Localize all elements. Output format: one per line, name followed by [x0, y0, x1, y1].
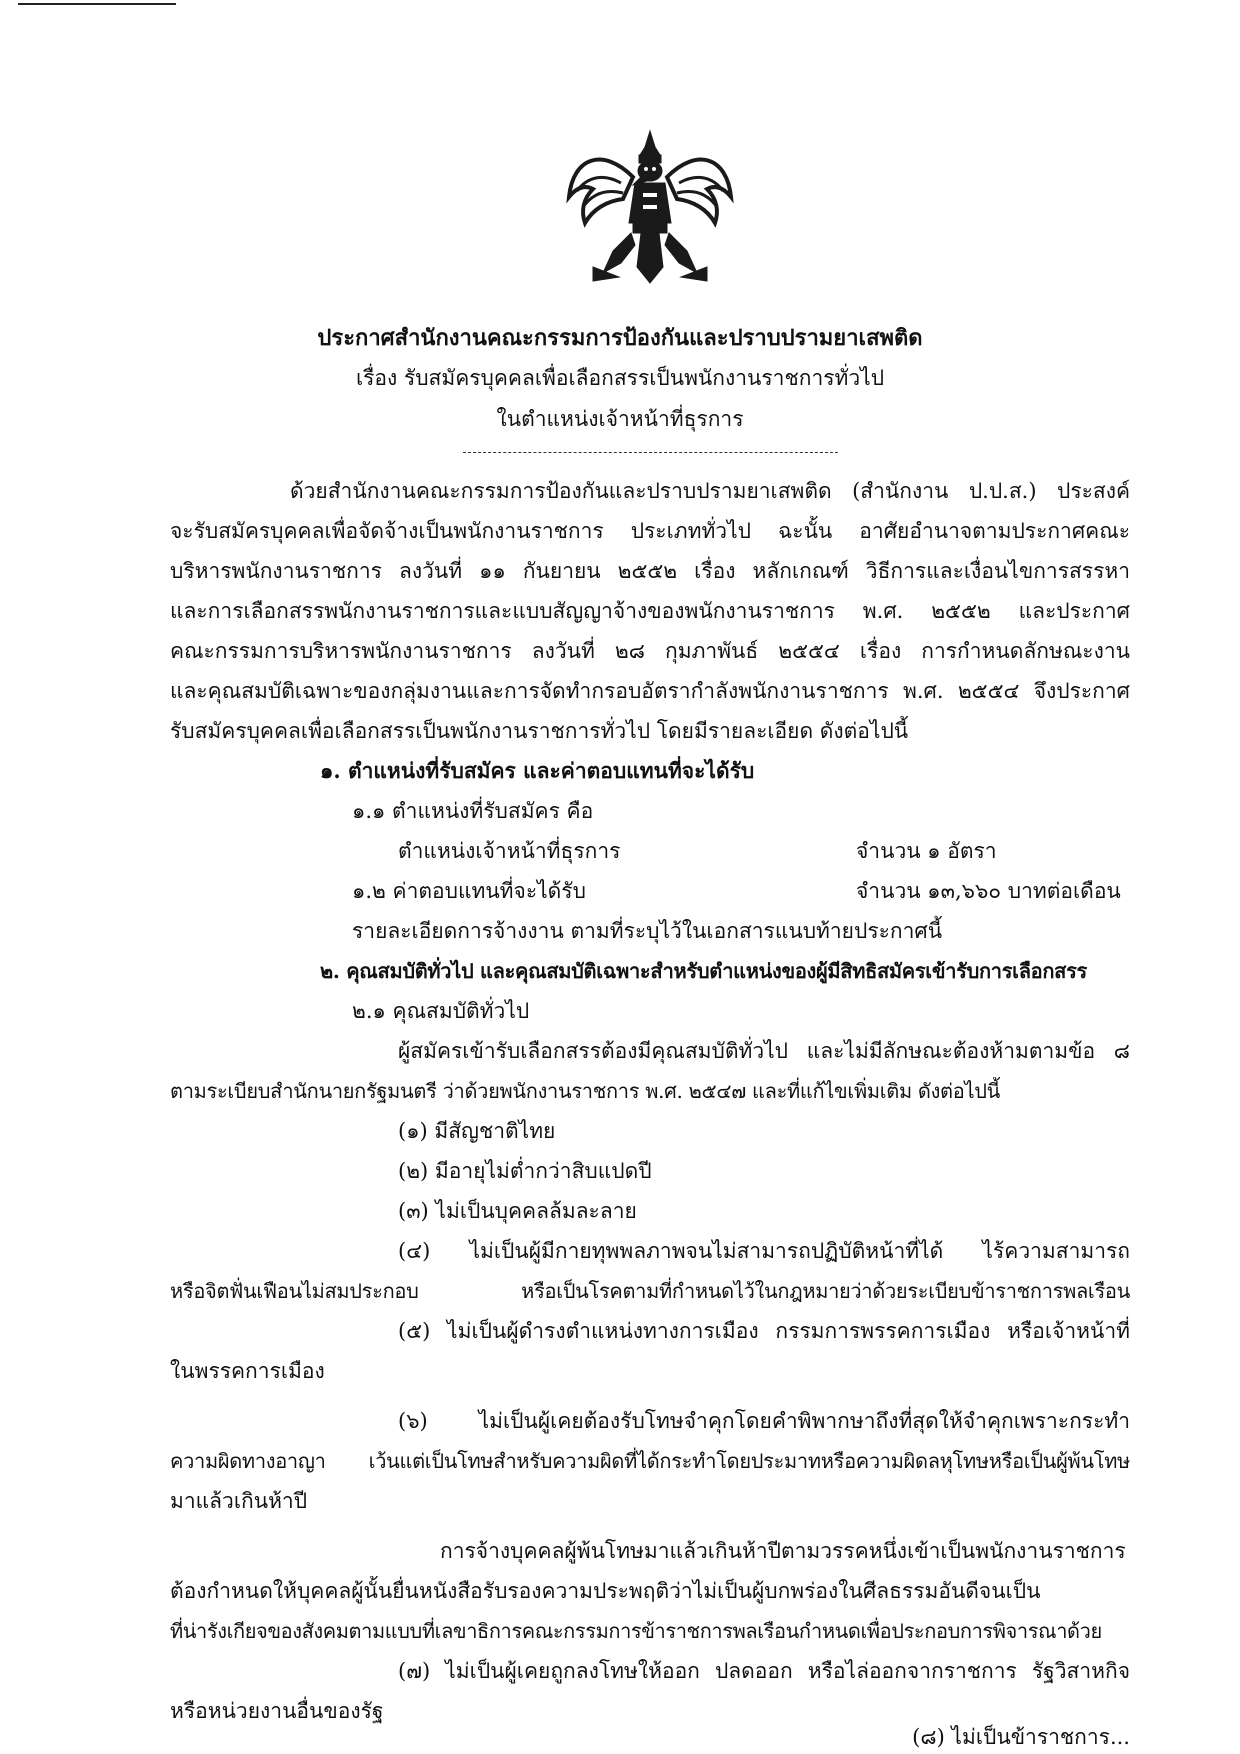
general-qualifications-para-2: ตามระเบียบสำนักนายกรัฐมนตรี ว่าด้วยพนักงานราชการ พ.ศ. ๒๕๔๗ และที่แก้ไขเพิ่มเติม ดังต่อไปนี้: [170, 1079, 1000, 1103]
intro-line-7: รับสมัครบุคคลเพื่อเลือกสรรเป็นพนักงานราชการทั่วไป โดยมีรายละเอียด ดังต่อไปนี้: [170, 719, 909, 743]
intro-line-5: คณะกรรมการบริหารพนักงานราชการ ลงวันที่ ๒๘ กุมภาพันธ์ ๒๕๕๔ เรื่อง การกำหนดลักษณะงาน: [170, 639, 1130, 663]
detail-note: รายละเอียดการจ้างงาน ตามที่ระบุไว้ในเอกสารแนบท้ายประกาศนี้: [352, 919, 943, 943]
section-1-heading: ๑. ตำแหน่งที่รับสมัคร และค่าตอบแทนที่จะได้รับ: [320, 758, 755, 783]
qualification-4-line-2: หรือจิตฟั่นเฟือนไม่สมประกอบ หรือเป็นโรคตามที่กำหนดไว้ในกฎหมายว่าด้วยระเบียบข้าราชการพลเรือน: [170, 1279, 1130, 1303]
announcement-position: ในตำแหน่งเจ้าหน้าที่ธุรการ: [496, 407, 744, 431]
item-1-1: ๑.๑ ตำแหน่งที่รับสมัคร คือ: [352, 799, 594, 823]
item-2-1: ๒.๑ คุณสมบัติทั่วไป: [352, 999, 530, 1023]
continuation-marker: (๘) ไม่เป็นข้าราชการ...: [912, 1725, 1130, 1749]
title-divider: [463, 452, 838, 453]
intro-line-1: ด้วยสำนักงานคณะกรรมการป้องกันและปราบปรามยาเสพติด (สำนักงาน ป.ป.ส.) ประสงค์: [290, 479, 1130, 503]
qualification-2: (๒) มีอายุไม่ต่ำกว่าสิบแปดปี: [398, 1159, 652, 1183]
qualification-7-line-1: (๗) ไม่เป็นผู้เคยถูกลงโทษให้ออก ปลดออก หรือไล่ออกจากราชการ รัฐวิสาหกิจ: [398, 1659, 1130, 1683]
intro-line-4: และการเลือกสรรพนักงานราชการและแบบสัญญาจ้างของพนักงานราชการ พ.ศ. ๒๕๕๒ และประกาศ: [170, 599, 1130, 623]
qualification-6-line-1: (๖) ไม่เป็นผู้เคยต้องรับโทษจำคุกโดยคำพิพากษาถึงที่สุดให้จำคุกเพราะกระทำ: [398, 1409, 1130, 1433]
section-2-heading: ๒. คุณสมบัติทั่วไป และคุณสมบัติเฉพาะสำหรับตำแหน่งของผู้มีสิทธิสมัครเข้ารับการเลือกสรร: [320, 959, 1087, 983]
announcement-title: ประกาศสำนักงานคณะกรรมการป้องกันและปราบปรามยาเสพติด: [317, 325, 923, 351]
intro-line-3: บริหารพนักงานราชการ ลงวันที่ ๑๑ กันยายน ๒๕๕๒ เรื่อง หลักเกณฑ์ วิธีการและเงื่อนไขการสรรหา: [170, 559, 1130, 583]
salary-amount: จำนวน ๑๓,๖๖๐ บาทต่อเดือน: [856, 879, 1121, 903]
position-name: ตำแหน่งเจ้าหน้าที่ธุรการ: [398, 839, 621, 863]
corner-rule: [18, 3, 176, 5]
qualification-1: (๑) มีสัญชาติไทย: [398, 1119, 556, 1143]
announcement-subject: เรื่อง รับสมัครบุคคลเพื่อเลือกสรรเป็นพนักงานราชการทั่วไป: [355, 366, 885, 390]
qualification-5-line-1: (๕) ไม่เป็นผู้ดำรงตำแหน่งทางการเมือง กรรมการพรรคการเมือง หรือเจ้าหน้าที่: [398, 1319, 1130, 1343]
item-1-2: ๑.๒ ค่าตอบแทนที่จะได้รับ: [352, 879, 586, 903]
position-count: จำนวน ๑ อัตรา: [856, 839, 997, 863]
garuda-emblem-icon: [563, 127, 737, 287]
qualification-5-line-2: ในพรรคการเมือง: [170, 1359, 325, 1383]
pardon-note-line-1: การจ้างบุคคลผู้พ้นโทษมาแล้วเกินห้าปีตามวรรคหนึ่งเข้าเป็นพนักงานราชการ: [440, 1539, 1126, 1563]
intro-line-2: จะรับสมัครบุคคลเพื่อจัดจ้างเป็นพนักงานราชการ ประเภททั่วไป ฉะนั้น อาศัยอำนาจตามประกาศคณะ: [170, 519, 1130, 543]
qualification-7-line-2: หรือหน่วยงานอื่นของรัฐ: [170, 1699, 384, 1723]
general-qualifications-para-1: ผู้สมัครเข้ารับเลือกสรรต้องมีคุณสมบัติทั่วไป และไม่มีลักษณะต้องห้ามตามข้อ ๘: [398, 1039, 1130, 1063]
qualification-6-line-2: ความผิดทางอาญา เว้นแต่เป็นโทษสำหรับความผิดที่ได้กระทำโดยประมาทหรือความผิดลหุโทษหรือเป็นผู้พ้นโทษ: [170, 1449, 1130, 1473]
pardon-note-line-3: ที่น่ารังเกียจของสังคมตามแบบที่เลขาธิการคณะกรรมการข้าราชการพลเรือนกำหนดเพื่อประกอบการพิจารณาด้วย: [170, 1619, 1102, 1643]
qualification-6-line-3: มาแล้วเกินห้าปี: [170, 1489, 308, 1513]
qualification-4-line-1: (๔) ไม่เป็นผู้มีกายทุพพลภาพจนไม่สามารถปฏิบัติหน้าที่ได้ ไร้ความสามารถ: [398, 1239, 1130, 1263]
intro-line-6: และคุณสมบัติเฉพาะของกลุ่มงานและการจัดทำกรอบอัตรากำลังพนักงานราชการ พ.ศ. ๒๕๕๔ จึงประกาศ: [170, 679, 1130, 703]
qualification-3: (๓) ไม่เป็นบุคคลล้มละลาย: [398, 1199, 637, 1223]
pardon-note-line-2: ต้องกำหนดให้บุคคลผู้นั้นยื่นหนังสือรับรองความประพฤติว่าไม่เป็นผู้บกพร่องในศีลธรรมอันดีจนเป็น: [170, 1579, 1041, 1603]
